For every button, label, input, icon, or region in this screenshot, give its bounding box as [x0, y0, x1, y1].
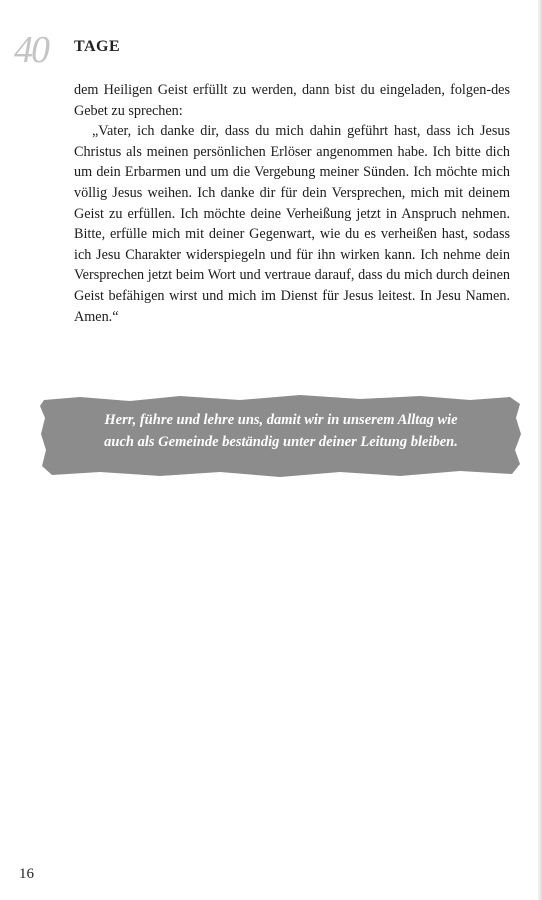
page-number: 16: [19, 866, 34, 882]
paragraph-intro: dem Heiligen Geist erfüllt zu werden, dann bist du eingeladen, folgen-des Gebet zu sprechen:: [74, 82, 510, 119]
banner-line-1: Herr, führe und lehre uns, damit wir in unserem Alltag wie: [104, 412, 458, 428]
page-edge: [538, 0, 542, 900]
banner-line-2: auch als Gemeinde beständig unter deiner Leitung bleiben.: [104, 434, 458, 450]
paragraph-prayer: „Vater, ich danke dir, dass du mich dahin geführt hast, dass ich Jesus Christus als meinen persönlichen Erlöser angenommen habe. Ich bitte dich um dein Erbarmen und um die Vergebung meiner Sünden. Ich möchte mich völlig Jesus weihen. Ich danke dir für dein Versprechen, mich mit deinem Geist zu erfüllen. Ich möchte deine Verheißung jetzt in Anspruch nehmen. Bitte, erfülle mich mit deiner Gegenwart, wie du es verheißen hast, sodass ich Jesu Charakter widerspiegeln und für ihn wirken kann. Ich nehme dein Versprechen jetzt beim Wort und vertraue darauf, dass du mich durch deinen Geist befähigen wirst und mich im Dienst für Jesus leitest. In Jesu Namen. Amen.“: [74, 123, 510, 325]
chapter-title: TAGE: [74, 38, 121, 55]
body-text: [74, 80, 510, 327]
page-header: [14, 30, 214, 70]
chapter-number: 40: [14, 29, 48, 71]
prayer-banner: [40, 392, 522, 482]
banner-text: [40, 409, 522, 453]
